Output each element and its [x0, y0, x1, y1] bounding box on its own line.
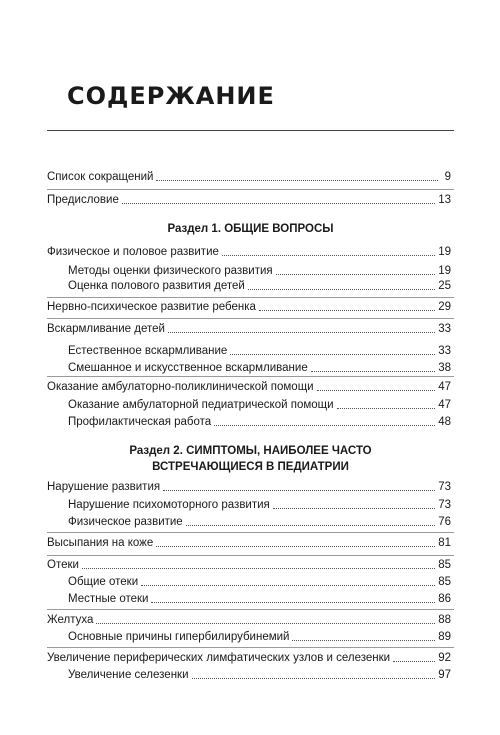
section-heading — [47, 443, 454, 475]
toc-entry-label: Оказание амбулаторно-поликлинической помощи — [47, 381, 314, 393]
toc-entry[interactable] — [47, 558, 451, 572]
toc-entry-page: 85 — [438, 559, 451, 571]
toc-entry-label: Увеличение периферических лимфатических узлов и селезенки — [47, 652, 391, 664]
toc-entry-label: Отеки — [47, 559, 79, 571]
leader-dots — [122, 203, 435, 204]
toc-entry-page: 76 — [438, 516, 451, 528]
toc-subentry[interactable] — [68, 668, 451, 682]
entry-divider — [47, 297, 454, 298]
leader-dots — [222, 255, 435, 256]
toc-entry-page: 92 — [438, 652, 451, 664]
toc-entry-page: 73 — [438, 481, 451, 493]
toc-entry-label: Смешанное и искусственное вскармливание — [68, 362, 308, 374]
toc-entry-label: Увеличение селезенки — [68, 669, 189, 681]
toc-entry-label: Профилактическая работа — [68, 416, 212, 428]
leader-dots — [393, 661, 435, 662]
toc-entry-page: 85 — [438, 576, 451, 588]
toc-entry-label: Оценка полового развития детей — [68, 280, 245, 292]
leader-dots — [151, 602, 435, 603]
leader-dots — [141, 585, 435, 586]
leader-dots — [276, 274, 436, 275]
leader-dots — [273, 508, 435, 509]
toc-subentry[interactable] — [68, 575, 451, 589]
toc-subentry[interactable] — [68, 398, 451, 412]
toc-entry-label: Список сокращений — [47, 171, 154, 183]
toc-entry-label: Желтуха — [47, 614, 94, 626]
leader-dots — [317, 390, 436, 391]
toc-entry[interactable] — [47, 322, 451, 336]
toc-entry-label: Высыпания на коже — [47, 537, 154, 549]
toc-entry-page: 38 — [438, 362, 451, 374]
leader-dots — [163, 490, 435, 491]
toc-entry[interactable] — [47, 170, 451, 184]
toc-entry-page: 86 — [438, 593, 451, 605]
leader-dots — [311, 371, 435, 372]
leader-dots — [230, 354, 435, 355]
toc-entry-page: 48 — [438, 416, 451, 428]
toc-entry-label: Местные отеки — [68, 593, 149, 605]
leader-dots — [168, 332, 435, 333]
toc-entry-page: 81 — [438, 537, 451, 549]
leader-dots — [82, 568, 435, 569]
section-heading-line: ВСТРЕЧАЮЩИЕСЯ В ПЕДИАТРИИ — [152, 461, 349, 473]
toc-entry-page: 33 — [438, 345, 451, 357]
toc-entry[interactable] — [47, 480, 451, 494]
leader-dots — [96, 623, 435, 624]
toc-entry-label: Методы оценки физического развития — [68, 265, 273, 277]
toc-entry-label: Нарушение развития — [47, 481, 161, 493]
section-heading — [47, 221, 454, 237]
toc-entry-label: Физическое и половое развитие — [47, 246, 219, 258]
toc-entry-page: 19 — [438, 265, 451, 277]
toc-subentry[interactable] — [68, 264, 451, 278]
title-rule — [47, 130, 454, 131]
section-heading-line: Раздел 2. СИМПТОМЫ, НАИБОЛЕЕ ЧАСТО — [129, 445, 372, 457]
leader-dots — [156, 546, 435, 547]
toc-subentry[interactable] — [68, 515, 451, 529]
leader-dots — [259, 310, 435, 311]
toc-subentry[interactable] — [68, 592, 451, 606]
toc-entry-page: 25 — [438, 280, 451, 292]
toc-entry-label: Предисловие — [47, 194, 119, 206]
toc-subentry[interactable] — [68, 279, 451, 293]
toc-entry[interactable] — [47, 536, 451, 550]
toc-entry-label: Общие отеки — [68, 576, 139, 588]
leader-dots — [248, 289, 435, 290]
leader-dots — [292, 640, 435, 641]
toc-entry[interactable] — [47, 245, 451, 259]
toc-entry-label: Нарушение психомоторного развития — [68, 499, 270, 511]
entry-divider — [47, 318, 454, 319]
entry-divider — [47, 376, 454, 377]
toc-entry-page: 19 — [438, 246, 451, 258]
toc-subentry[interactable] — [68, 630, 451, 644]
toc-entry-label: Вскармливание детей — [47, 323, 165, 335]
toc-entry-label: Физическое развитие — [68, 516, 183, 528]
toc-entry-page: 13 — [438, 194, 451, 206]
toc-subentry[interactable] — [68, 498, 451, 512]
page-title: СОДЕРЖАНИЕ — [67, 82, 275, 110]
entry-divider — [47, 609, 454, 610]
toc-subentry[interactable] — [68, 361, 451, 375]
toc-entry-page: 29 — [438, 301, 451, 313]
toc-entry-page: 73 — [438, 499, 451, 511]
entry-divider — [47, 555, 454, 556]
toc-subentry[interactable] — [68, 344, 451, 358]
toc-entry-page: 47 — [438, 381, 451, 393]
entry-divider — [47, 189, 454, 190]
toc-entry-page: 88 — [438, 614, 451, 626]
toc-entry-page: 89 — [438, 631, 451, 643]
toc-subentry[interactable] — [68, 415, 451, 429]
toc-entry-page: 47 — [438, 399, 451, 411]
toc-entry[interactable] — [47, 613, 451, 627]
leader-dots — [186, 525, 436, 526]
leader-dots — [214, 425, 435, 426]
entry-divider — [47, 647, 454, 648]
toc-entry[interactable] — [47, 193, 451, 207]
toc-entry-page: 9 — [444, 171, 451, 183]
toc-entry-label: Основные причины гипербилирубинемий — [68, 631, 290, 643]
toc-entry[interactable] — [47, 651, 451, 665]
toc-entry-label: Нервно-психическое развитие ребенка — [47, 301, 256, 313]
leader-dots — [192, 678, 436, 679]
leader-dots — [156, 180, 438, 181]
toc-entry[interactable] — [47, 380, 451, 394]
toc-entry-label: Оказание амбулаторной педиатрической помощи — [68, 399, 334, 411]
leader-dots — [337, 408, 436, 409]
toc-entry-label: Естественное вскармливание — [68, 345, 228, 357]
toc-entry-page: 97 — [438, 669, 451, 681]
section-heading-line: Раздел 1. ОБЩИЕ ВОПРОСЫ — [167, 223, 334, 235]
toc-entry-page: 33 — [438, 323, 451, 335]
toc-entry[interactable] — [47, 300, 451, 314]
entry-divider — [47, 532, 454, 533]
